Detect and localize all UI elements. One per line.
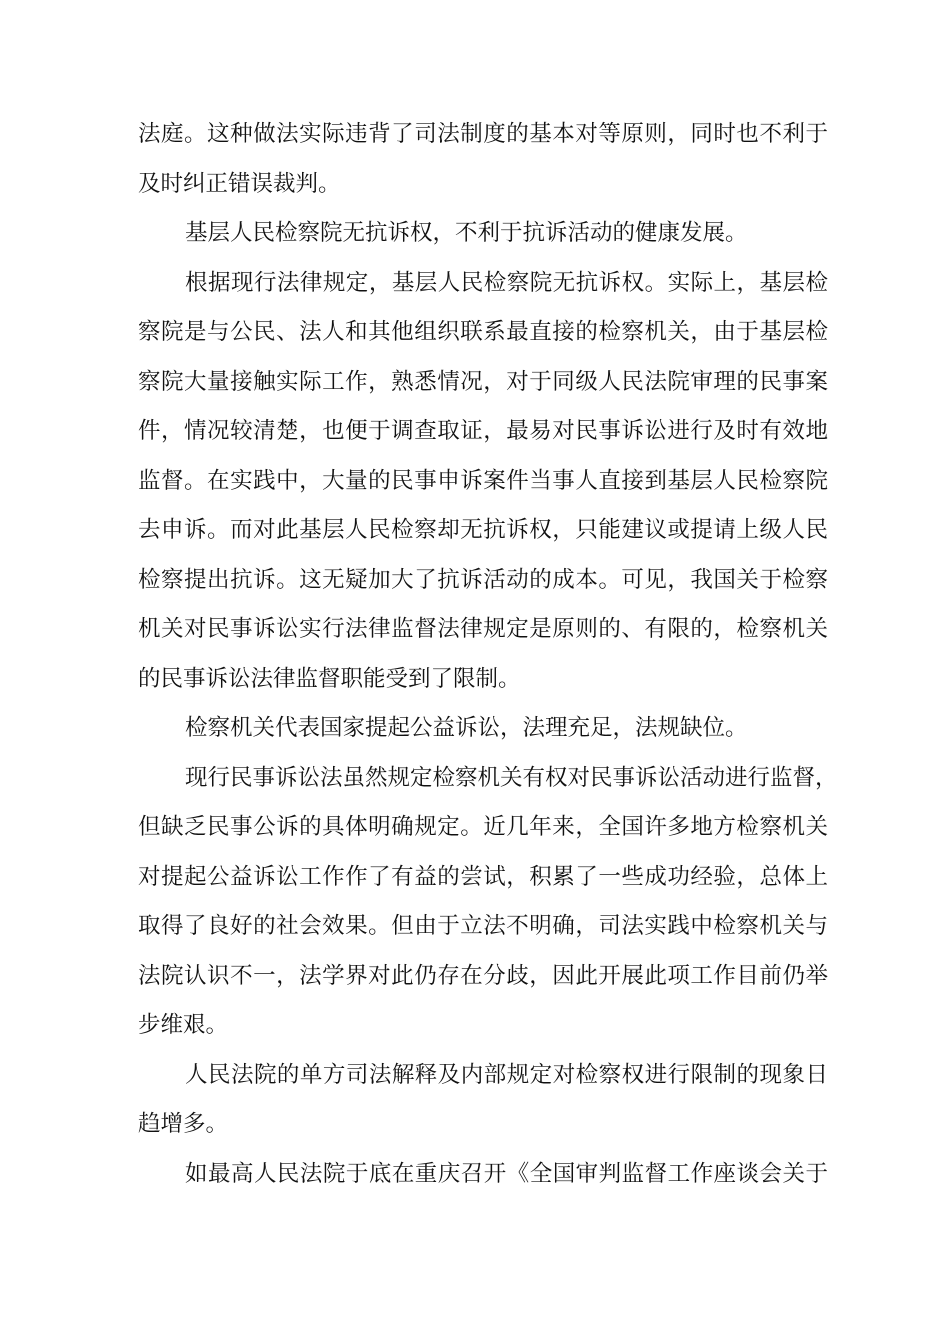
text-line: 对提起公益诉讼工作作了有益的尝试，积累了一些成功经验，总体上 [138, 863, 828, 890]
text-line: 机关对民事诉讼实行法律监督法律规定是原则的、有限的，检察机关 [138, 616, 828, 642]
text-line: 根据现行法律规定，基层人民检察院无抗诉权。实际上，基层检 [185, 269, 828, 296]
text-line: 但缺乏民事公诉的具体明确规定。近几年来，全国许多地方检察机关 [138, 814, 828, 840]
text-line: 法庭。这种做法实际违背了司法制度的基本对等原则，同时也不利于 [138, 121, 828, 147]
text-line: 检察提出抗诉。这无疑加大了抗诉活动的成本。可见，我国关于检察 [138, 566, 828, 593]
text-line: 的民事诉讼法律监督职能受到了限制。 [138, 665, 521, 692]
paragraph-2-heading [138, 209, 828, 259]
text-line: 趋增多。 [138, 1111, 229, 1137]
paragraph-7 [138, 1150, 828, 1200]
document-page [138, 110, 838, 1199]
text-line: 检察机关代表国家提起公益诉讼，法理充足，法规缺位。 [185, 715, 748, 741]
text-line: 现行民事诉讼法虽然规定检察机关有权对民事诉讼活动进行监督， [185, 764, 838, 791]
paragraph-4-heading [138, 704, 828, 754]
text-line: 去申诉。而对此基层人民检察却无抗诉权，只能建议或提请上级人民 [138, 517, 828, 543]
text-line: 基层人民检察院无抗诉权，不利于抗诉活动的健康发展。 [185, 220, 748, 246]
text-line: 人民法院的单方司法解释及内部规定对检察权进行限制的现象日 [185, 1061, 828, 1088]
text-line: 如最高人民法院于底在重庆召开《全国审判监督工作座谈会关于 [185, 1160, 828, 1187]
text-line: 法院认识不一，法学界对此仍存在分歧，因此开展此项工作目前仍举 [138, 962, 828, 989]
paragraph-5 [138, 754, 838, 1051]
paragraph-1 [138, 110, 828, 209]
text-line: 取得了良好的社会效果。但由于立法不明确，司法实践中检察机关与 [138, 913, 828, 939]
text-line: 察院大量接触实际工作，熟悉情况，对于同级人民法院审理的民事案 [138, 368, 828, 395]
text-line: 步维艰。 [138, 1012, 229, 1038]
text-line: 件，情况较清楚，也便于调查取证，最易对民事诉讼进行及时有效地 [138, 418, 828, 444]
text-line: 监督。在实践中，大量的民事申诉案件当事人直接到基层人民检察院 [138, 467, 828, 494]
paragraph-3 [138, 259, 828, 705]
paragraph-6-heading [138, 1051, 828, 1150]
text-line: 察院是与公民、法人和其他组织联系最直接的检察机关，由于基层检 [138, 319, 828, 345]
text-line: 及时纠正错误裁判。 [138, 170, 341, 197]
